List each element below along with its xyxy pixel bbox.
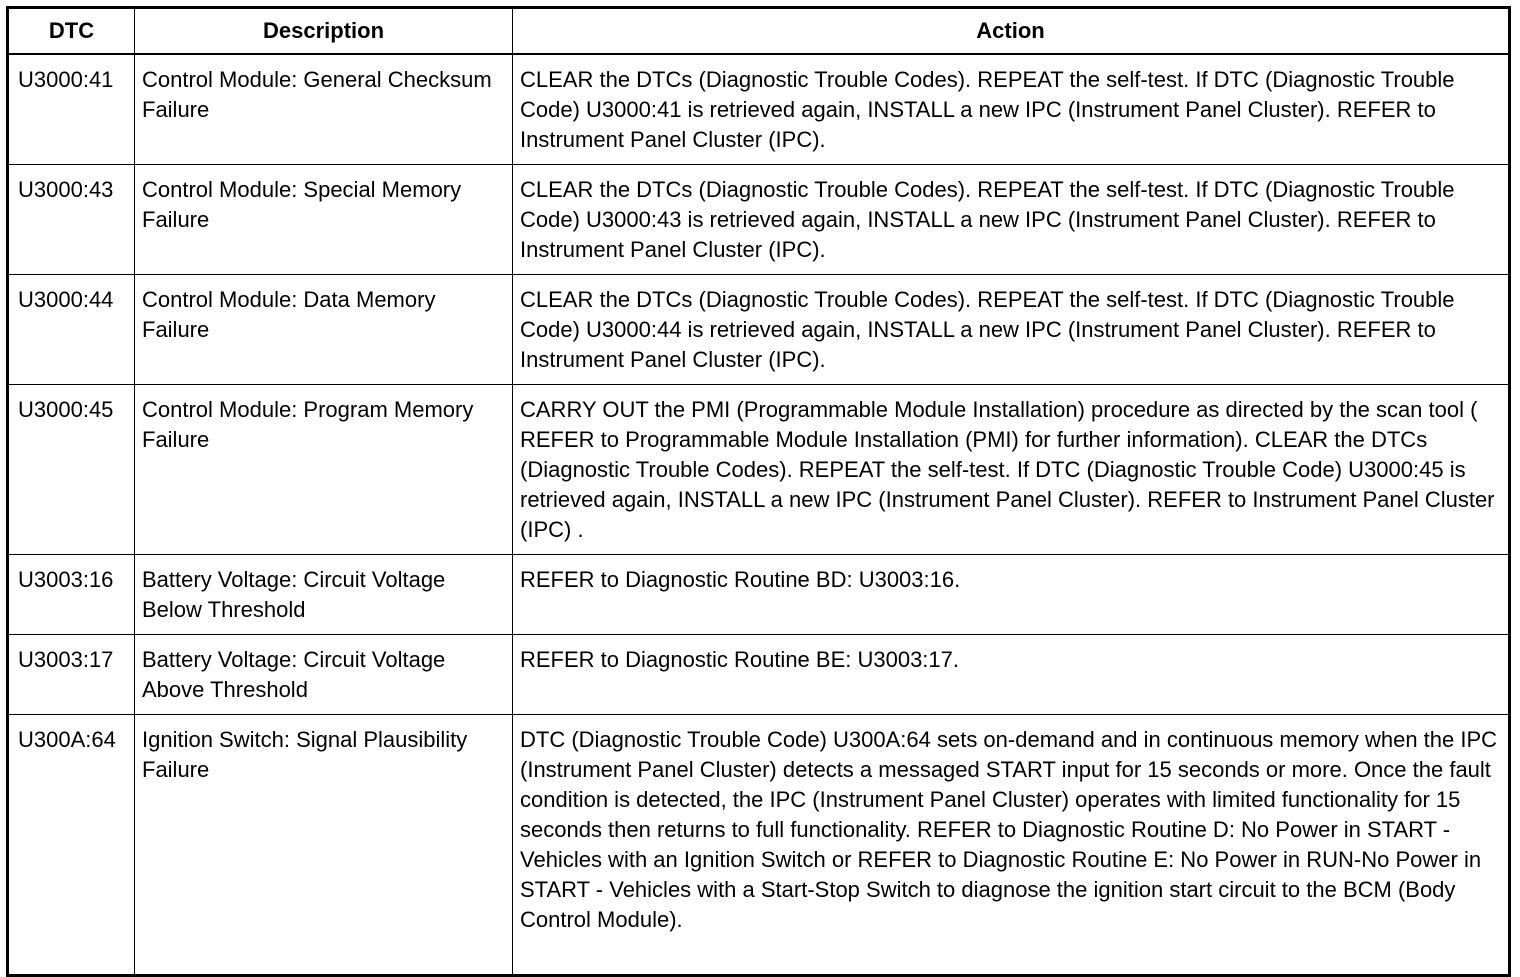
dtc-description: Control Module: Special Memory Failure (135, 165, 513, 275)
dtc-action: REFER to Diagnostic Routine BD: U3003:16. (513, 555, 1510, 635)
table-row (8, 54, 1510, 165)
dtc-action: CARRY OUT the PMI (Programmable Module Installation) procedure as directed by the scan tool ( REFER to Programmable Module Installation (PMI) for further information). CLEAR the DTCs (Diagnostic Trouble Codes). REPEAT the self-test. If DTC (Diagnostic Trouble Code) U3000:45 is retrieved again, INSTALL a new IPC (Instrument Panel Cluster). REFER to Instrument Panel Cluster (IPC) . (513, 385, 1510, 555)
dtc-description: Battery Voltage: Circuit Voltage Above Threshold (135, 635, 513, 715)
dtc-code: U3000:41 (8, 54, 135, 165)
table-header (8, 8, 1510, 55)
dtc-code: U3003:17 (8, 635, 135, 715)
header-row (8, 8, 1510, 55)
dtc-code: U300A:64 (8, 715, 135, 976)
table-row (8, 385, 1510, 555)
table-row (8, 555, 1510, 635)
header-action: Action (513, 8, 1510, 55)
table-row (8, 715, 1510, 976)
dtc-action: CLEAR the DTCs (Diagnostic Trouble Codes). REPEAT the self-test. If DTC (Diagnostic Trouble Code) U3000:43 is retrieved again, INSTALL a new IPC (Instrument Panel Cluster). REFER to Instrument Panel Cluster (IPC). (513, 165, 1510, 275)
dtc-action: DTC (Diagnostic Trouble Code) U300A:64 sets on-demand and in continuous memory when the IPC (Instrument Panel Cluster) detects a messaged START input for 15 seconds or more. Once the fault condition is detected, the IPC (Instrument Panel Cluster) operates with limited functionality for 15 seconds then returns to full functionality. REFER to Diagnostic Routine D: No Power in START - Vehicles with an Ignition Switch or REFER to Diagnostic Routine E: No Power in RUN-No Power in START - Vehicles with a Start-Stop Switch to diagnose the ignition start circuit to the BCM (Body Control Module). (513, 715, 1510, 976)
header-dtc: DTC (8, 8, 135, 55)
table-body (8, 54, 1510, 976)
header-description: Description (135, 8, 513, 55)
dtc-table (6, 6, 1511, 977)
table-row (8, 165, 1510, 275)
table-row (8, 635, 1510, 715)
dtc-action: CLEAR the DTCs (Diagnostic Trouble Codes). REPEAT the self-test. If DTC (Diagnostic Trouble Code) U3000:41 is retrieved again, INSTALL a new IPC (Instrument Panel Cluster). REFER to Instrument Panel Cluster (IPC). (513, 54, 1510, 165)
dtc-description: Control Module: General Checksum Failure (135, 54, 513, 165)
dtc-description: Control Module: Program Memory Failure (135, 385, 513, 555)
dtc-action: REFER to Diagnostic Routine BE: U3003:17. (513, 635, 1510, 715)
table-row (8, 275, 1510, 385)
dtc-description: Control Module: Data Memory Failure (135, 275, 513, 385)
dtc-description: Ignition Switch: Signal Plausibility Failure (135, 715, 513, 976)
dtc-code: U3000:44 (8, 275, 135, 385)
dtc-action: CLEAR the DTCs (Diagnostic Trouble Codes). REPEAT the self-test. If DTC (Diagnostic Trouble Code) U3000:44 is retrieved again, INSTALL a new IPC (Instrument Panel Cluster). REFER to Instrument Panel Cluster (IPC). (513, 275, 1510, 385)
dtc-code: U3000:45 (8, 385, 135, 555)
dtc-description: Battery Voltage: Circuit Voltage Below Threshold (135, 555, 513, 635)
dtc-code: U3003:16 (8, 555, 135, 635)
dtc-code: U3000:43 (8, 165, 135, 275)
